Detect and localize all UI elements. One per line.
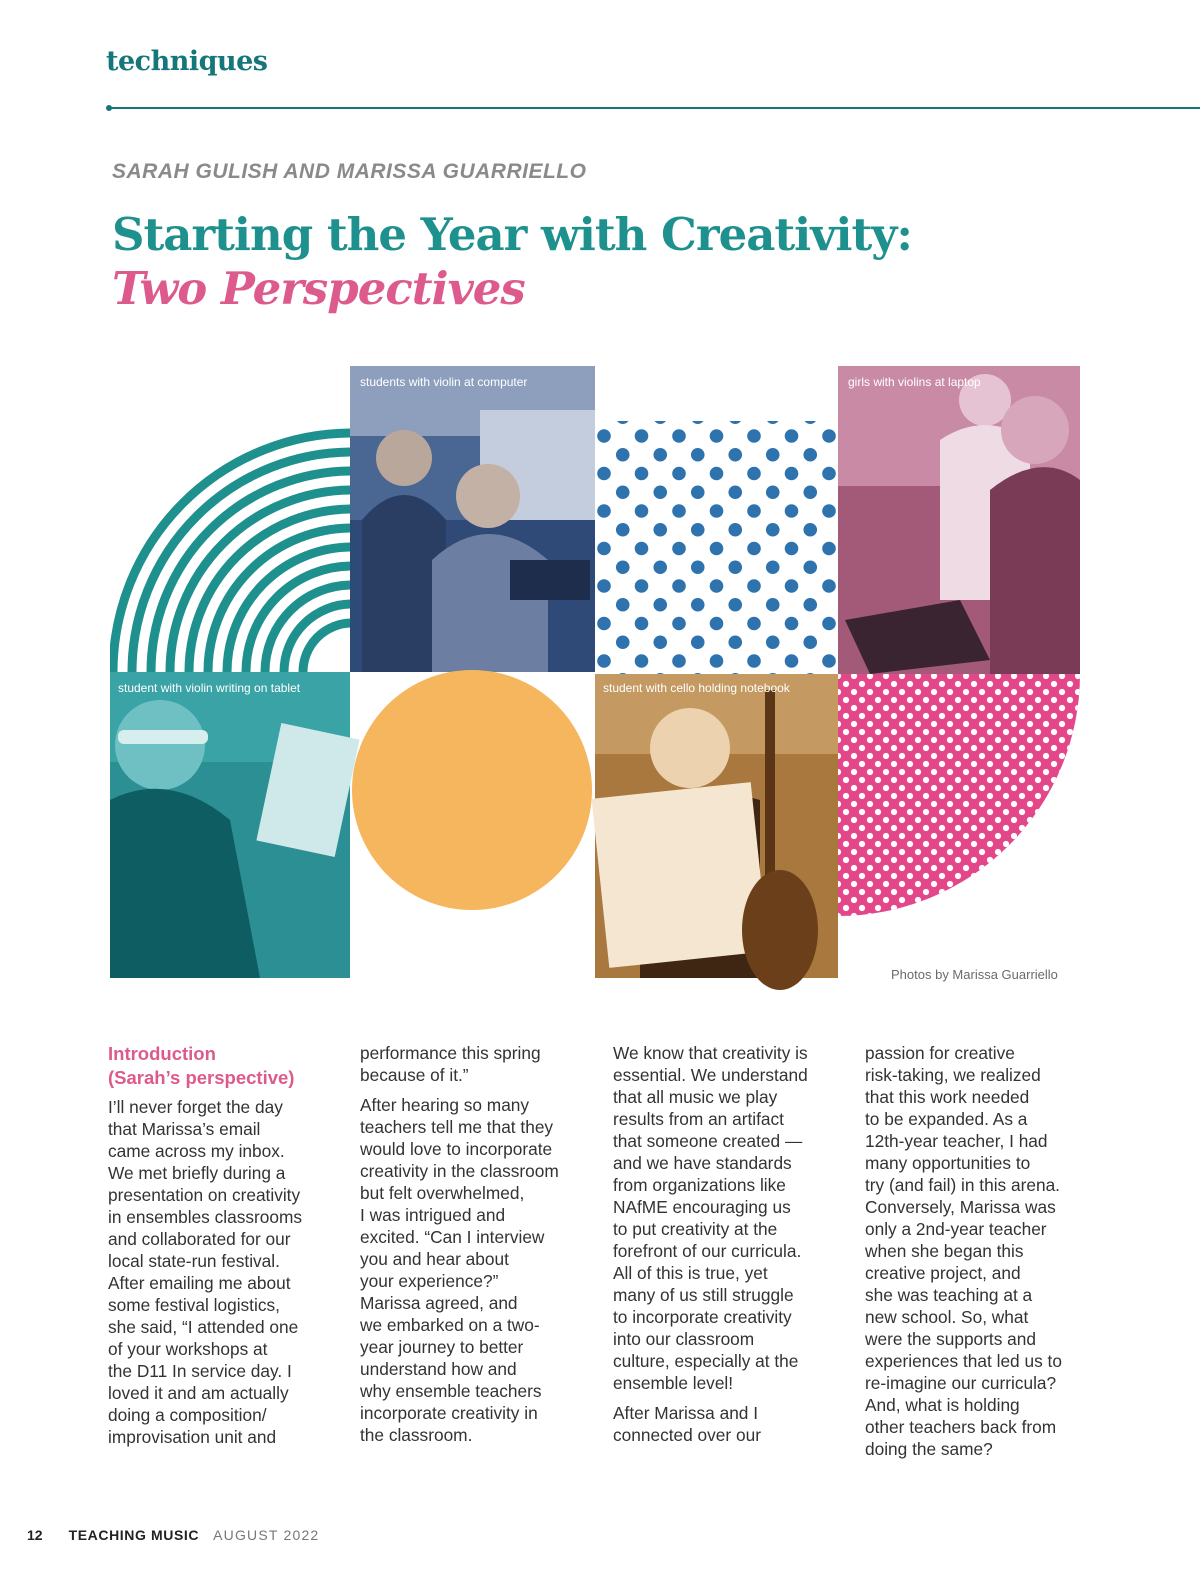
magazine-name: TEACHING MUSIC <box>68 1527 200 1543</box>
text-column-1 <box>108 1042 324 1456</box>
paragraph: passion for creative risk-taking, we realized that this work needed to be expanded. As a 12th-year teacher, I had many opportunities to try (and fail) in this arena. Conversely, Marissa was only a 2nd-year teacher when she began this creative project, and she was teaching at a new school. So, what were the supports and experiences that led us to re-imagine our curricula? And, what is holding other teachers back from doing the same? <box>865 1043 1062 1459</box>
article-title: Starting the Year with Creativity: <box>112 208 913 261</box>
article-authors: SARAH GULISH AND MARISSA GUARRIELLO <box>112 160 587 183</box>
page-number: 12 <box>27 1527 43 1543</box>
photo-girls-violins-laptop <box>838 366 1080 674</box>
paragraph: performance this spring because of it.” <box>360 1043 541 1085</box>
photo2-label: girls with violins at laptop <box>848 375 981 389</box>
paragraph: I’ll never forget the day that Marissa’s email came across my inbox. We met briefly during a presentation on creativity in ensembles classrooms and collaborated for our local state-run festival. After emailing me about some festival logistics, she said, “I attended one of your workshops at the D11 In service day. I loved it and am actually doing a composition/ improvisation unit and <box>108 1097 303 1447</box>
text-column-2 <box>360 1042 576 1454</box>
photo-student-cello <box>592 674 838 990</box>
intro-heading: Introduction (Sarah’s perspective) <box>108 1043 295 1088</box>
paragraph: After hearing so many teachers tell me that they would love to incorporate creativity in the classroom but felt overwhelmed, I was intrigued and excited. “Can I interview you and hear about your experience?” Marissa agreed, and we embarked on a two- year journey to better understand how and why ensemble teachers incorporate creativity in the classroom. <box>360 1095 559 1445</box>
paragraph: We know that creativity is essential. We understand that all music we play results from an artifact that someone created — and we have standards from organizations like NAfME encouraging us to put creativity at the forefront of our curricula. All of this is true, yet many of us still struggle to incorporate creativity into our classroom culture, especially at the ensemble level! <box>613 1043 808 1393</box>
photo1-label: students with violin at computer <box>360 375 528 389</box>
photo-credit: Photos by Marissa Guarriello <box>891 967 1058 982</box>
text-column-3 <box>613 1042 829 1454</box>
photo-student-tablet <box>110 672 360 978</box>
page-footer <box>27 1527 319 1543</box>
pink-dotted-quarter-circle <box>838 674 1080 916</box>
photo-students-computer <box>350 366 595 672</box>
photo3-label: student with violin writing on tablet <box>118 681 301 695</box>
blue-polka-dots <box>595 421 838 674</box>
paragraph: After Marissa and I connected over our <box>613 1403 761 1445</box>
article-subtitle: Two Perspectives <box>112 262 525 315</box>
section-label: techniques <box>106 46 268 77</box>
photo4-label: student with cello holding notebook <box>603 681 790 695</box>
text-column-4 <box>865 1042 1081 1468</box>
issue-date: AUGUST 2022 <box>213 1527 320 1543</box>
orange-circle <box>352 670 592 910</box>
